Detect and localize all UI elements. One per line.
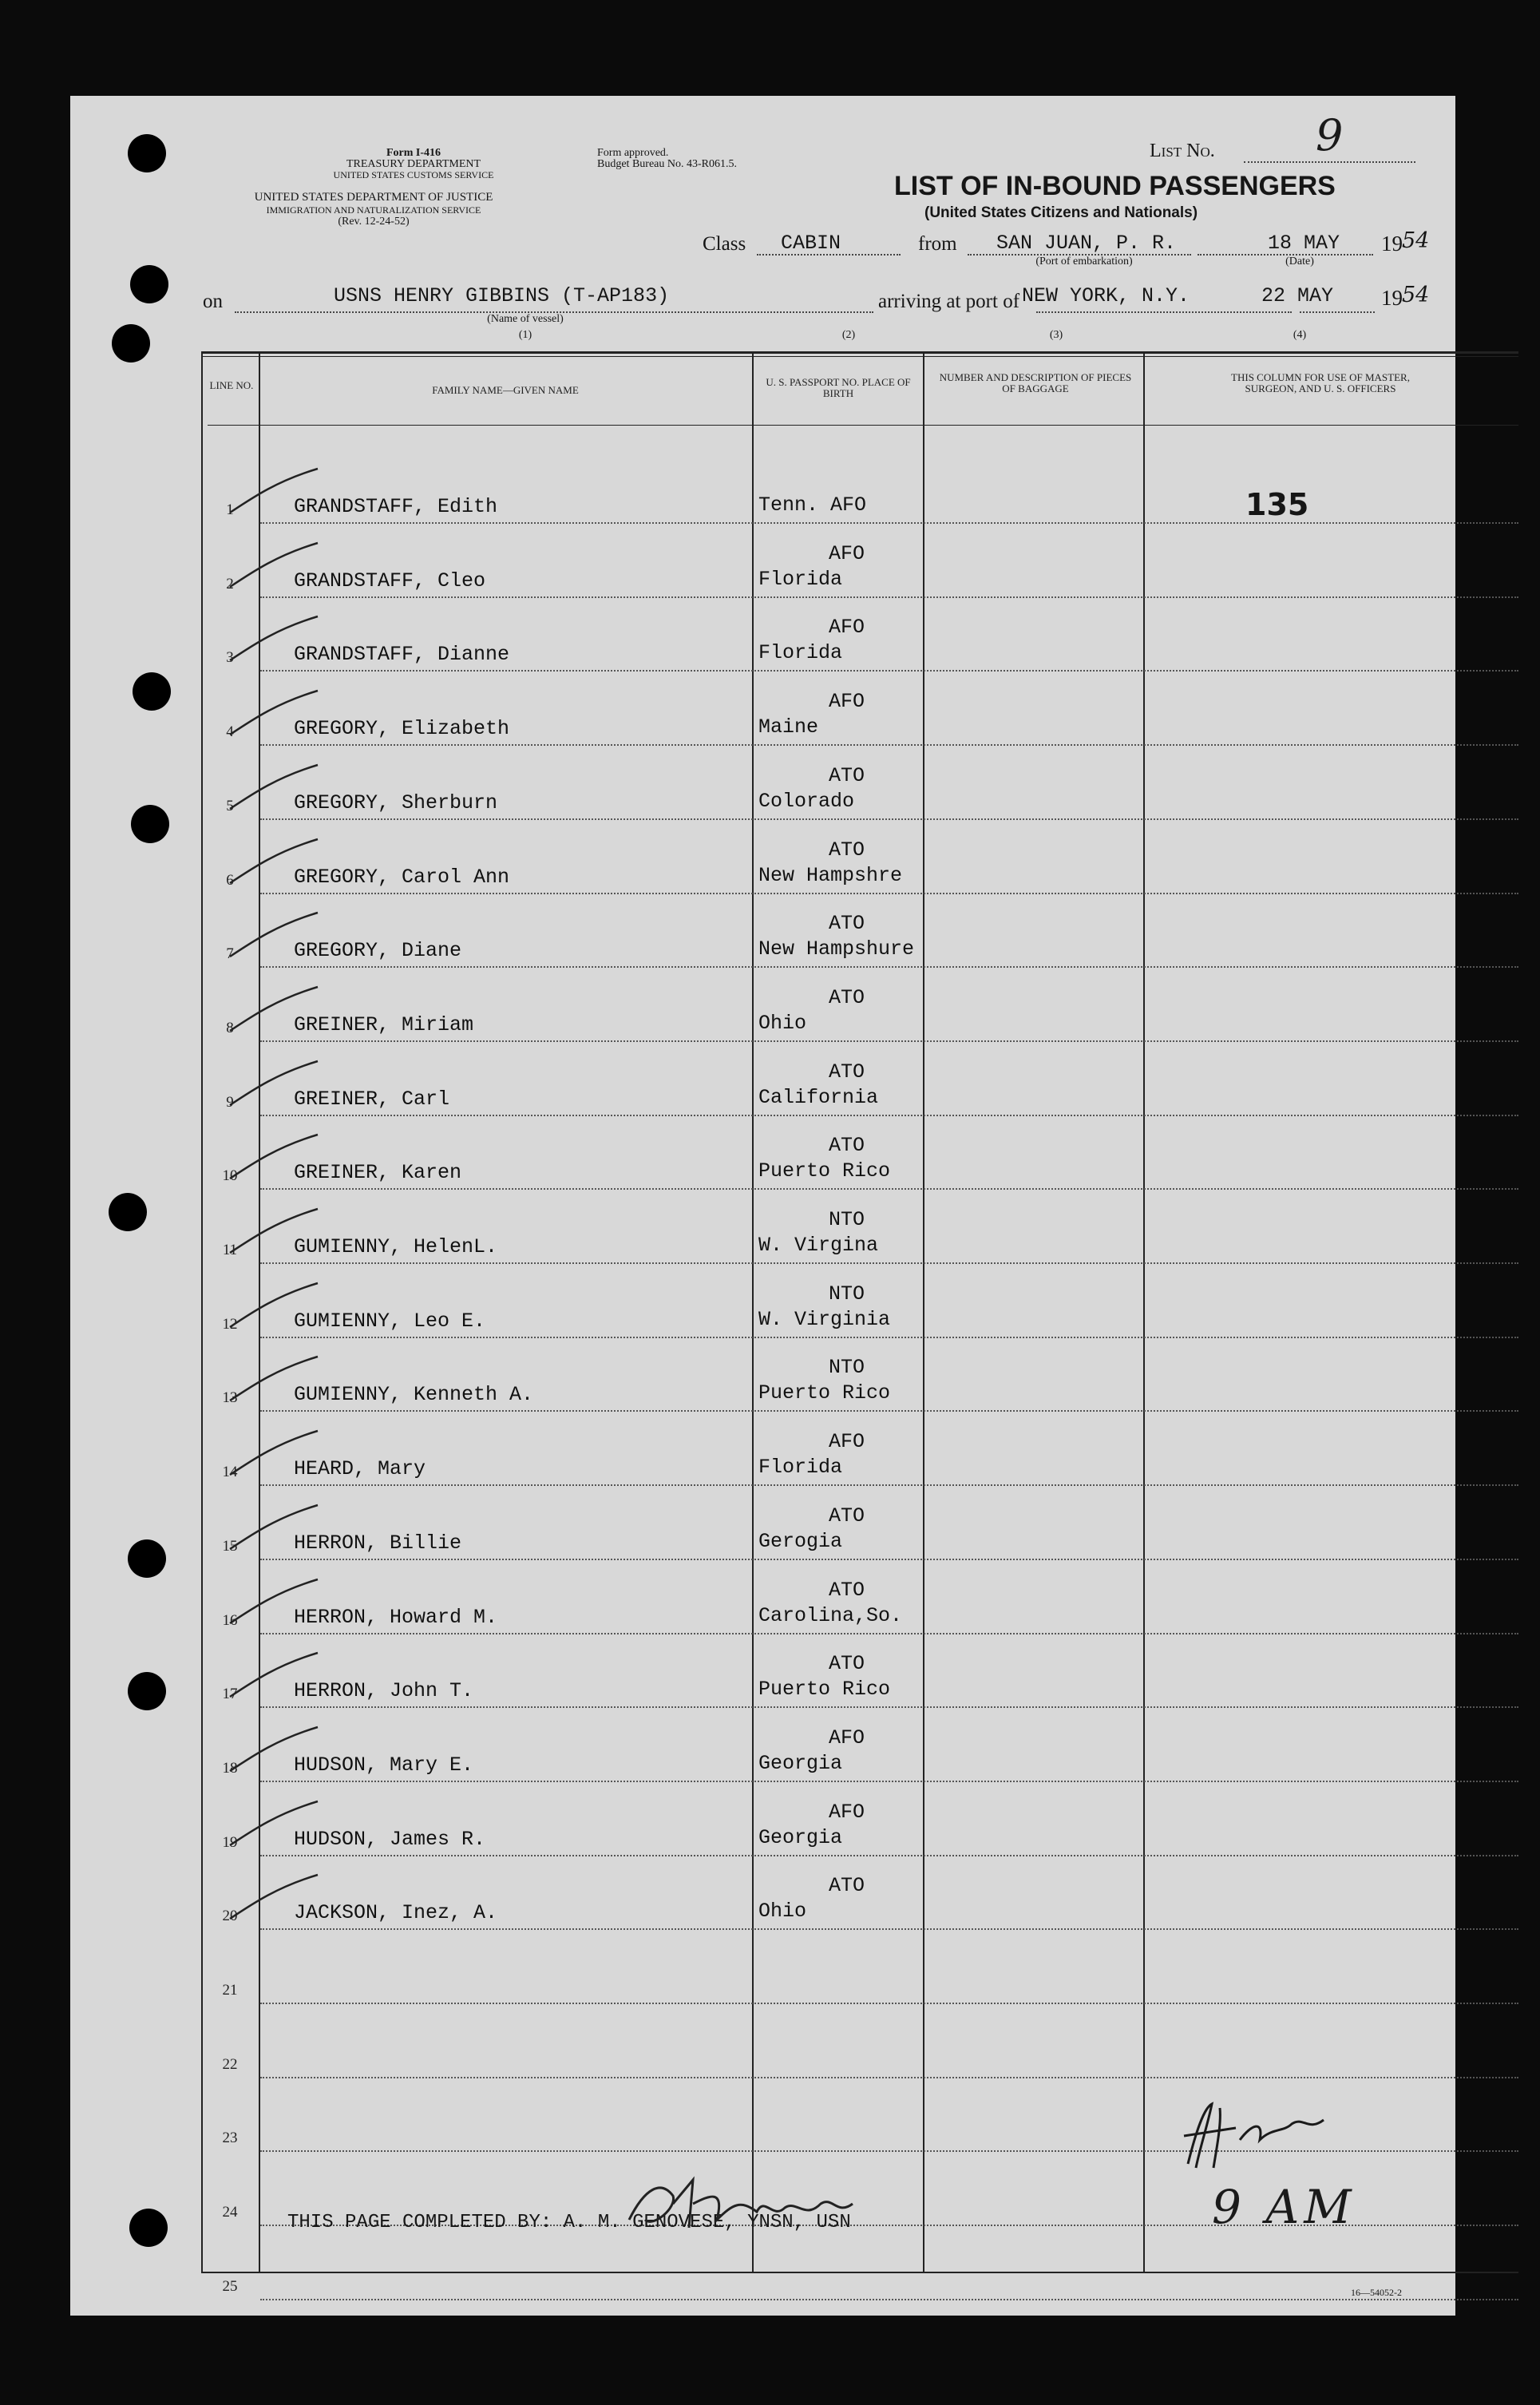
passport-code: ATO <box>829 764 865 787</box>
passenger-name: HERRON, Howard M. <box>294 1606 498 1629</box>
official-mark: 135 <box>1245 487 1309 522</box>
passport-code: NTO <box>829 1356 865 1379</box>
year-prefix: 19 <box>1381 232 1403 256</box>
list-number-value: 9 <box>1316 110 1344 160</box>
check-mark <box>222 1797 334 1853</box>
page-title: LIST OF IN-BOUND PASSENGERS <box>894 171 1336 201</box>
check-mark <box>222 687 334 743</box>
line-number: 19 <box>222 1834 238 1851</box>
punch-hole <box>128 1539 166 1578</box>
table-row-rule <box>260 2077 1518 2078</box>
line-number: 24 <box>222 2204 238 2221</box>
officers-header: THIS COLUMN FOR USE OF MASTER, SURGEON, AND U. S. OFFICERS <box>1231 371 1410 394</box>
arrival-year: 54 <box>1402 283 1430 307</box>
place-of-birth: W. Virgina <box>758 1234 879 1257</box>
passenger-name: GUMIENNY, HelenL. <box>294 1235 498 1258</box>
passport-code: ATO <box>829 1652 865 1675</box>
place-of-birth: Maine <box>758 715 819 739</box>
punch-hole <box>112 324 150 363</box>
line-number: 11 <box>222 1242 238 1258</box>
place-of-birth: Puerto Rico <box>758 1678 891 1701</box>
table-top-rule <box>201 351 1518 354</box>
passenger-name: HEARD, Mary <box>294 1457 426 1480</box>
place-of-birth: Ohio <box>758 1900 807 1923</box>
place-of-birth: Colorado <box>758 790 855 813</box>
punch-hole <box>128 134 166 172</box>
place-of-birth: W. Virginia <box>758 1308 891 1331</box>
table-row-rule <box>260 1262 1518 1264</box>
immigration-service: IMMIGRATION AND NATURALIZATION SERVICE <box>266 204 481 216</box>
arrival-date-line <box>1300 311 1375 313</box>
table-row-rule <box>260 818 1518 820</box>
table-bottom-rule <box>201 2272 1518 2273</box>
passenger-list-page <box>70 96 1455 2316</box>
passenger-name: GUMIENNY, Leo E. <box>294 1309 486 1333</box>
check-mark <box>222 1427 334 1483</box>
table-left-rule <box>201 351 203 2273</box>
passport-code: ATO <box>829 838 865 862</box>
justice-department: UNITED STATES DEPARTMENT OF JUSTICE <box>254 191 493 204</box>
place-of-birth: Florida <box>758 568 843 591</box>
line-number: 14 <box>222 1464 238 1480</box>
table-row-rule <box>260 1706 1518 1708</box>
line-number: 3 <box>226 649 234 666</box>
punch-hole <box>130 265 168 303</box>
passport-code: ATO <box>829 1060 865 1084</box>
table-row-rule <box>260 596 1518 598</box>
budget-bureau-number: Budget Bureau No. 43-R061.5. <box>597 158 737 170</box>
arrival-year-prefix: 19 <box>1381 286 1403 310</box>
line-number: 5 <box>226 798 234 814</box>
passenger-name: GUMIENNY, Kenneth A. <box>294 1383 534 1406</box>
place-of-birth: Georgia <box>758 1752 843 1775</box>
table-row-rule <box>260 893 1518 894</box>
column-4-number: (4) <box>1293 329 1307 341</box>
form-approved: Form approved. <box>597 147 669 159</box>
check-mark <box>222 539 334 595</box>
inspector-initials <box>1164 2092 1356 2180</box>
passenger-name: JACKSON, Inez, A. <box>294 1901 498 1924</box>
passport-code: AFO <box>829 616 865 639</box>
arriving-label: arriving at port of <box>878 291 1020 312</box>
check-mark <box>222 909 334 965</box>
check-mark <box>222 612 334 668</box>
place-of-birth: Gerogia <box>758 1530 843 1553</box>
table-row-rule <box>260 522 1518 524</box>
line-number: 12 <box>222 1316 238 1333</box>
check-mark <box>222 1131 334 1187</box>
place-of-birth: Georgia <box>758 1826 843 1849</box>
handwritten-time: 9 AM <box>1212 2180 1356 2234</box>
table-row-rule <box>260 744 1518 746</box>
line-number: 2 <box>226 576 234 592</box>
table-row-rule <box>260 2003 1518 2004</box>
on-label: on <box>203 291 223 312</box>
place-of-birth: California <box>758 1086 879 1109</box>
line-number: 1 <box>226 501 234 518</box>
passport-code: ATO <box>829 912 865 935</box>
class-label: Class <box>703 233 746 255</box>
passport-code: AFO <box>829 1430 865 1453</box>
punch-hole <box>131 805 169 843</box>
passenger-name: GREGORY, Carol Ann <box>294 866 510 889</box>
genovese-signature <box>597 2172 885 2244</box>
list-number-line <box>1244 161 1415 163</box>
passenger-name: GREINER, Karen <box>294 1161 462 1184</box>
passenger-name: GREINER, Miriam <box>294 1013 474 1036</box>
passport-code: AFO <box>829 542 865 565</box>
year-value: 54 <box>1402 228 1430 253</box>
arrival-port-line <box>1036 311 1292 313</box>
arrival-date: 22 MAY <box>1261 284 1334 307</box>
place-of-birth: Ohio <box>758 1012 807 1035</box>
vessel-caption: (Name of vessel) <box>487 313 564 325</box>
table-row-rule <box>260 1781 1518 1782</box>
place-of-birth: Florida <box>758 641 843 664</box>
passport-rule <box>923 353 924 2273</box>
list-number-label: List No. <box>1150 141 1215 161</box>
column-2-number: (2) <box>841 329 856 341</box>
form-number: Form I-416 <box>386 147 441 159</box>
table-row-rule <box>260 1633 1518 1634</box>
table-row-rule <box>260 966 1518 968</box>
passenger-name: GRANDSTAFF, Cleo <box>294 569 486 592</box>
table-row-rule <box>260 1188 1518 1190</box>
check-mark <box>222 1205 334 1261</box>
column-1-number: (1) <box>518 329 532 341</box>
line-number: 10 <box>222 1167 238 1184</box>
revision-date: (Rev. 12-24-52) <box>338 216 410 228</box>
place-of-birth: Puerto Rico <box>758 1381 891 1405</box>
punch-hole <box>109 1193 147 1231</box>
embarkation-port: SAN JUAN, P. R. <box>996 232 1177 255</box>
table-row-rule <box>260 1928 1518 1930</box>
passport-code: AFO <box>829 1726 865 1749</box>
date-caption: (Date) <box>1285 256 1314 267</box>
check-mark <box>222 835 334 891</box>
check-mark <box>222 761 334 817</box>
punch-hole <box>128 1672 166 1710</box>
check-mark <box>222 1501 334 1557</box>
check-mark <box>222 1649 334 1705</box>
line-number: 15 <box>222 1538 238 1555</box>
passport-code: AFO <box>829 690 865 713</box>
place-of-birth: Florida <box>758 1456 843 1479</box>
check-mark <box>222 1575 334 1631</box>
completed-by: THIS PAGE COMPLETED BY: A. M. GENOVESE, YNSN, USN <box>287 2212 851 2233</box>
line-number: 16 <box>222 1612 238 1629</box>
baggage-header: NUMBER AND DESCRIPTION OF PIECES OF BAGGAGE <box>939 371 1132 394</box>
line-number-header: LINE NO. <box>209 379 254 391</box>
passport-code: ATO <box>829 1504 865 1527</box>
line-number: 18 <box>222 1760 238 1777</box>
treasury-department: TREASURY DEPARTMENT <box>346 158 481 170</box>
passenger-name: HERRON, John T. <box>294 1679 474 1702</box>
line-number: 21 <box>222 1982 238 1999</box>
check-mark <box>222 1279 334 1335</box>
place-of-birth: New Hampshure <box>758 937 915 961</box>
column-3-number: (3) <box>1049 329 1063 341</box>
name-rule <box>752 353 754 2273</box>
table-row-rule <box>260 1559 1518 1560</box>
punch-hole <box>133 672 171 711</box>
check-mark <box>222 1723 334 1779</box>
line-number: 6 <box>226 872 234 889</box>
check-mark <box>222 983 334 1039</box>
place-of-birth: Tenn. AFO <box>758 493 867 517</box>
passport-code: ATO <box>829 986 865 1009</box>
passport-code: NTO <box>829 1208 865 1231</box>
form-code: 16—54052-2 <box>1351 2287 1402 2298</box>
passenger-name: GREGORY, Sherburn <box>294 791 498 814</box>
line-number: 7 <box>226 945 234 962</box>
line-number: 8 <box>226 1020 234 1036</box>
passenger-name: GREINER, Carl <box>294 1088 450 1111</box>
passport-code: ATO <box>829 1874 865 1897</box>
vessel-name: USNS HENRY GIBBINS (T-AP183) <box>334 284 670 307</box>
place-of-birth: New Hampshre <box>758 864 903 887</box>
passenger-name: HERRON, Billie <box>294 1531 462 1555</box>
table-row-rule <box>260 670 1518 672</box>
passport-code: AFO <box>829 1801 865 1824</box>
page-subtitle: (United States Citizens and Nationals) <box>924 204 1198 221</box>
line-number: 23 <box>222 2130 238 2146</box>
baggage-rule <box>1143 353 1145 2273</box>
passenger-name: GREGORY, Diane <box>294 939 462 962</box>
table-row-rule <box>260 1115 1518 1116</box>
name-header: FAMILY NAME—GIVEN NAME <box>432 384 579 396</box>
passport-code: ATO <box>829 1134 865 1157</box>
class-value: CABIN <box>781 232 841 255</box>
passenger-name: GREGORY, Elizabeth <box>294 717 510 740</box>
line-number: 13 <box>222 1389 238 1406</box>
line-number: 9 <box>226 1094 234 1111</box>
punch-hole <box>129 2209 168 2247</box>
from-label: from <box>918 233 957 255</box>
table-top-rule-2 <box>201 356 1518 357</box>
check-mark <box>222 1871 334 1927</box>
check-mark <box>222 1057 334 1113</box>
line-number: 20 <box>222 1908 238 1924</box>
embarkation-caption: (Port of embarkation) <box>1035 256 1133 267</box>
place-of-birth: Carolina,So. <box>758 1604 903 1627</box>
arrival-port: NEW YORK, N.Y. <box>1022 284 1190 307</box>
line-number: 17 <box>222 1686 238 1702</box>
table-row-rule <box>260 2299 1518 2300</box>
table-row-rule <box>260 1855 1518 1856</box>
customs-service: UNITED STATES CUSTOMS SERVICE <box>333 169 494 180</box>
line-number: 22 <box>222 2056 238 2073</box>
passport-code: NTO <box>829 1282 865 1306</box>
passenger-name: HUDSON, Mary E. <box>294 1753 474 1777</box>
check-mark <box>222 1353 334 1409</box>
passport-code: ATO <box>829 1579 865 1602</box>
table-row-rule <box>260 1040 1518 1042</box>
header-bottom-rule <box>208 425 1518 426</box>
passenger-name: HUDSON, James R. <box>294 1828 486 1851</box>
place-of-birth: Puerto Rico <box>758 1159 891 1183</box>
table-row-rule <box>260 1337 1518 1338</box>
line-number: 4 <box>226 723 234 740</box>
table-row-rule <box>260 1484 1518 1486</box>
passenger-name: GRANDSTAFF, Dianne <box>294 643 510 666</box>
line-number: 25 <box>222 2278 238 2295</box>
table-row-rule <box>260 1410 1518 1412</box>
passport-header: U. S. PASSPORT NO. PLACE OF BIRTH <box>766 376 911 399</box>
passenger-name: GRANDSTAFF, Edith <box>294 495 498 518</box>
check-mark <box>222 465 334 521</box>
embarkation-date: 18 MAY <box>1268 232 1340 255</box>
